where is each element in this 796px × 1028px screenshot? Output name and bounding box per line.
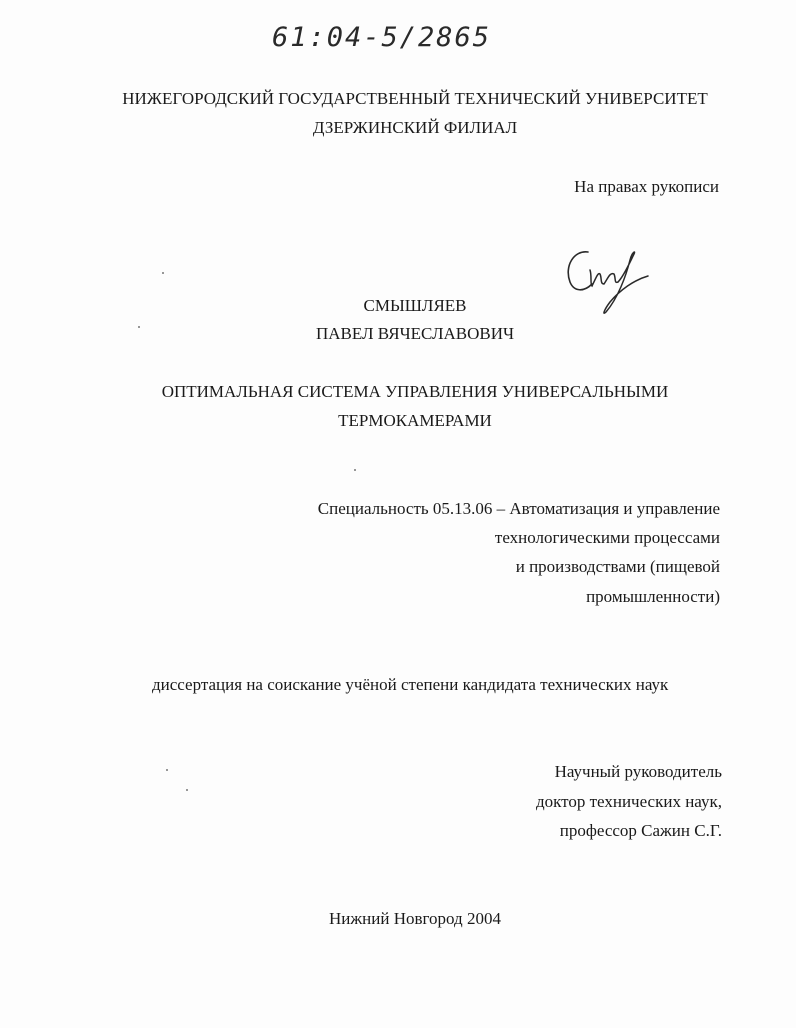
- specialty-line1: Специальность 05.13.06 – Автоматизация и управление: [317, 499, 720, 518]
- scan-speck: [354, 469, 356, 471]
- author-surname: СМЫШЛЯЕВ: [363, 296, 467, 315]
- archive-stamp-number: 61:04-5/2865: [272, 22, 492, 53]
- supervisor-role: Научный руководитель: [554, 762, 722, 781]
- scan-speck: [166, 769, 168, 771]
- supervisor-degree: доктор технических наук,: [535, 792, 722, 811]
- author-given-names: ПАВЕЛ ВЯЧЕСЛАВОВИЧ: [315, 324, 515, 343]
- scan-speck: [138, 326, 140, 328]
- scan-speck: [186, 789, 188, 791]
- specialty-line4: промышленности): [586, 587, 720, 606]
- city-year: Нижний Новгород 2004: [329, 909, 501, 928]
- degree-statement: диссертация на соискание учёной степени кандидата технических наук: [152, 675, 669, 694]
- specialty-line3: и производствами (пищевой: [515, 557, 720, 576]
- supervisor-name: профессор Сажин С.Г.: [559, 821, 722, 840]
- dissertation-title-line2: ТЕРМОКАМЕРАМИ: [338, 411, 492, 430]
- manuscript-rights-note: На правах рукописи: [574, 177, 719, 196]
- scan-speck: [162, 272, 164, 274]
- dissertation-title-line1: ОПТИМАЛЬНАЯ СИСТЕМА УПРАВЛЕНИЯ УНИВЕРСАЛЬНЫМИ: [161, 382, 669, 401]
- branch-name: ДЗЕРЖИНСКИЙ ФИЛИАЛ: [312, 118, 518, 137]
- specialty-line2: технологическими процессами: [494, 528, 720, 547]
- university-name: НИЖЕГОРОДСКИЙ ГОСУДАРСТВЕННЫЙ ТЕХНИЧЕСКИЙ УНИВЕРСИТЕТ: [122, 89, 708, 108]
